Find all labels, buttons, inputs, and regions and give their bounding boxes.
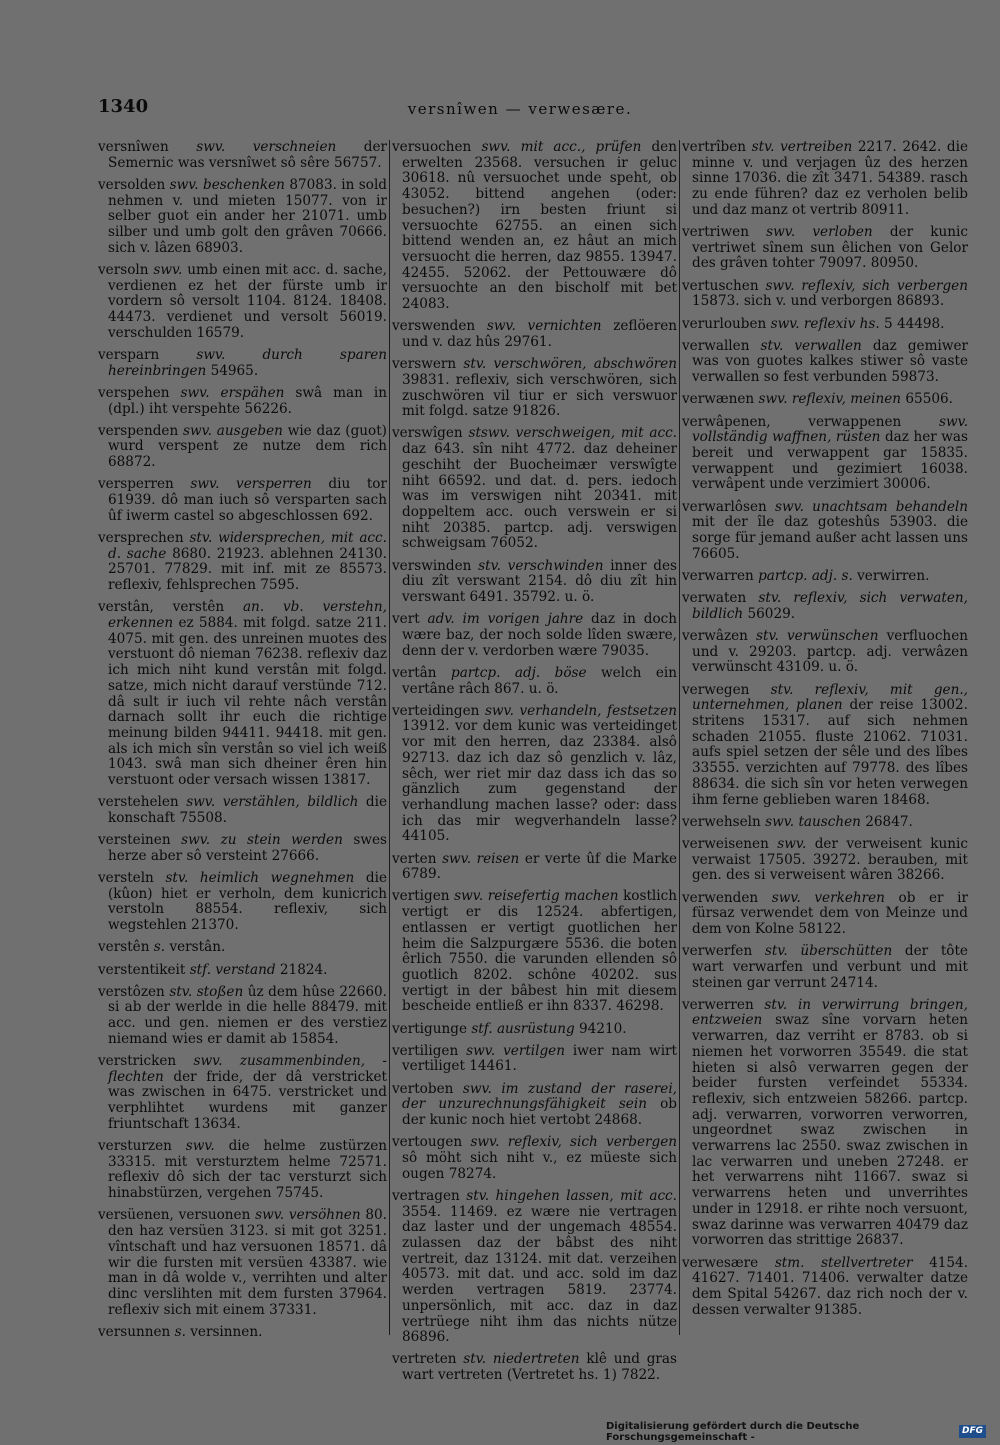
entry-gloss: stv. verschwören, abschwören — [463, 356, 677, 373]
entry-gloss: stv. vertreiben — [751, 139, 853, 155]
entry-text: ez 5884. mit folgd. satze 211. 4075. mit gen. des unreinen muotes des verstuont dô nieman 76238. reflexiv daz ich mich niht kund verstân mit folgd. satze, mich nicht darauf verstünde 712. dâ sult ir iuch vil rehte nâch verstân darnach sollt ihr euch die richtige meinung bilden 94411. 94418. mit gen. als ich mich sîn verstân so viel ich weiß 1043. swâ man sich dheiner êren hin verstuont oder versach wissen 13817. — [108, 614, 388, 789]
dictionary-entry — [682, 1256, 968, 1319]
dictionary-entry — [98, 963, 387, 979]
headword: verswîgen — [392, 425, 463, 442]
headword: verteidingen — [392, 702, 480, 719]
entry-gloss: stv. stoßen — [169, 983, 244, 1000]
entry-text: 87083. in sold nehmen v. und mieten 15077. von ir selber guot ein ander her 21071. umb silber und umb golt den grâven 70666. sich v. lâzen 68903. — [108, 176, 387, 256]
entry-text: verfluochen und v. 29203. partcp. adj. verwâzen verwünscht 43109. u. ö. — [692, 627, 968, 676]
dictionary-entry — [682, 815, 968, 831]
entry-gloss: swv. reflexiv, sich verbergen — [470, 1134, 677, 1151]
entry-text: inner des diu zît verswant 2154. dô diu zît hin verswant 6491. 35792. u. ö. — [402, 557, 677, 605]
headword: verwallen — [682, 337, 750, 354]
headword: vertreten — [392, 1351, 457, 1368]
dictionary-entry — [392, 889, 677, 1015]
column-3 — [682, 140, 968, 1335]
dictionary-entry — [98, 178, 387, 257]
entry-gloss: swv. verstählen, bildlich — [186, 794, 359, 811]
dictionary-entry — [392, 357, 677, 420]
headword: verwâzen — [682, 627, 748, 644]
entry-gloss: swv. ausgeben — [183, 422, 283, 439]
running-head — [0, 100, 1000, 118]
dictionary-entry — [392, 704, 677, 845]
entry-text: 3554. 11469. ez wære nie vertragen daz laster und der ungemach 48554. zulassen daz der bâbst des niht vertreit, daz 13124. mit dat. verzeihen 40573. mit dat. und acc. sold im daz werden vertragen 5819. 23774. unpersönlich, mit acc. daz in daz vertrüege niht ihm das nichts nütze 86896. — [402, 1203, 677, 1346]
entry-text: welch ein vertâne râch 867. u. ö. — [402, 664, 677, 697]
headword: vertriwen — [682, 224, 749, 241]
entry-text: ob der kunic noch hiet vertobt 24868. — [402, 1096, 677, 1129]
entry-gloss: swv. im zustand der raserei, der unzurechnungsfähigkeit sein — [402, 1080, 677, 1113]
entry-gloss: stv. in verwirrung bringen, entzweien — [692, 996, 969, 1029]
entry-gloss: swv. vertilgen — [466, 1042, 565, 1059]
entry-gloss: swv. reflexiv, meinen — [758, 391, 902, 408]
page-number: 1340 — [98, 96, 149, 117]
headword: versturzen — [98, 1138, 172, 1155]
headword: verwegen — [682, 681, 750, 698]
dictionary-entry — [682, 591, 968, 622]
entry-text: 8680. 21923. ablehnen 24130. 25701. 77829. mit inf. mit ze 85573. reflexiv, fehlsprechen 7595. — [108, 545, 387, 594]
headword: versperren — [98, 476, 174, 493]
footer-text: Digitalisierung gefördert durch die Deutsche Forschungsgemeinschaft - — [606, 1420, 860, 1443]
headword: verwarlôsen — [682, 498, 767, 515]
entry-gloss: adv. im vorigen jahre — [427, 611, 584, 628]
entry-gloss: stm. stellvertreter — [774, 1254, 913, 1271]
entry-gloss: stf. verstand — [189, 961, 276, 978]
entry-text: der Semernic was versnîwet sô sêre 56757. — [108, 139, 388, 171]
dictionary-entry — [682, 837, 968, 884]
headword: verstricken — [98, 1053, 177, 1070]
dictionary-entry — [392, 1352, 677, 1383]
dictionary-entry — [682, 415, 968, 494]
running-head-text: versnîwen — verwesære. — [407, 100, 633, 118]
headword: vertigen — [392, 888, 450, 905]
dictionary-entry — [392, 1082, 677, 1129]
entry-gloss: swv. verkehren — [771, 889, 885, 906]
dictionary-entry — [392, 666, 677, 697]
entry-text: der kunic vertriwet sînem sun êlichen von Gelor des grâven tohter 79097. 80950. — [692, 224, 968, 272]
dictionary-entry — [98, 871, 387, 934]
dictionary-entry — [682, 140, 968, 219]
headword: verwâpenen, verwappenen — [682, 413, 902, 430]
entry-text: versinnen. — [190, 1323, 263, 1340]
headword: vertragen — [392, 1187, 460, 1204]
entry-gloss: swv. beschenken — [169, 176, 285, 193]
entry-gloss: swv. reflexiv hs. — [770, 315, 880, 332]
entry-text: 56029. — [747, 605, 796, 622]
entry-text: 4154. 41627. 71401. 71406. verwalter datze dem Spital 54267. daz rich noch der v. dessen verwalter 91385. — [692, 1254, 969, 1318]
column-2 — [392, 139, 678, 1384]
headword: vertân — [392, 664, 437, 681]
dictionary-entry — [392, 426, 677, 552]
dictionary-entry — [98, 477, 387, 524]
entry-gloss: swv. verschneien — [196, 139, 337, 155]
dictionary-entry — [98, 263, 387, 342]
dictionary-entry — [392, 1135, 677, 1182]
footer — [606, 1420, 986, 1443]
headword: versnîwen — [98, 139, 169, 155]
dictionary-entry — [98, 1139, 387, 1202]
column-rule-2 — [679, 140, 680, 1335]
dictionary-entry — [392, 1044, 677, 1075]
entry-gloss: swv. zusammenbinden, -flechten — [108, 1053, 387, 1085]
dictionary-entry — [682, 891, 968, 938]
dictionary-entry — [98, 386, 387, 417]
headword: verspehen — [98, 384, 170, 401]
headword: verwaten — [682, 590, 747, 607]
entry-gloss: stf. ausrüstung — [471, 1020, 575, 1037]
entry-text: swes herze aber sô versteint 27666. — [108, 832, 387, 864]
entry-text: daz her was bereit und verwappent gar 15835. verwappent und gezimiert 16038. verwâpent unde verzimiert 30006. — [692, 429, 968, 493]
entry-text: 2217. 2642. die minne v. und verjagen ûz des herzen sinne 17036. die zît 3471. 54389. rasch zu ende führen? daz ez verholen belib und daz manz ot vertrib 80911. — [692, 139, 968, 218]
entry-text: 94210. — [579, 1020, 627, 1037]
entry-text: die konschaft 75508. — [108, 794, 388, 826]
entry-text: 65506. — [905, 391, 953, 408]
dictionary-entry — [98, 600, 387, 788]
entry-gloss: swv. mit acc., prüfen — [481, 139, 642, 155]
headword: vertrîben — [682, 139, 747, 155]
dictionary-entry — [392, 1022, 677, 1038]
dictionary-entry — [98, 531, 387, 594]
entry-text: wie daz (guot) wurd verspent ze nutze dem rich 68872. — [108, 422, 387, 471]
entry-text: der reise 13002. stritens 15317. auf sich nehmen schaden 21055. fluste 21062. 71031. aufs spiel setzen der sêle und des lîbes 33555. verzichten auf 79778. des lîbes 88634. die sich sîn vor heten verwegen ihm ferne geblieben waren 18468. — [692, 697, 968, 808]
headword: verwerfen — [682, 943, 753, 960]
headword: verwenden — [682, 889, 759, 906]
entry-text: mit der île daz goteshûs 53903. die sorge für jemand außer acht lassen uns 76605. — [692, 514, 968, 562]
entry-text: der tôte wart verwarfen und verbunt und mit steinen gar verrunt 24714. — [692, 943, 968, 991]
dictionary-entry — [682, 944, 968, 991]
entry-gloss: swv. verhandeln, festsetzen — [484, 702, 677, 719]
entry-text: daz in doch wære baz, der noch solde lîden swære, denn der v. verdorben wære 79035. — [402, 611, 678, 659]
headword: verstôzen — [98, 983, 165, 1000]
headword: versoln — [98, 261, 149, 278]
entry-text: diu tor 61939. dô man iuch sô versparten sach ûf iwerm castel so abgeschlossen 692. — [108, 476, 387, 524]
column-rule-1 — [389, 140, 390, 1335]
headword: verswern — [392, 356, 457, 373]
entry-gloss: swv. durch sparen hereinbringen — [108, 346, 387, 379]
dictionary-entry — [392, 140, 677, 313]
headword: versparn — [98, 346, 160, 363]
headword: versuochen — [392, 139, 472, 155]
headword: verstên — [98, 939, 150, 956]
entry-gloss: swv. versperren — [190, 476, 312, 493]
entry-gloss: partcp. adj. s. — [758, 567, 853, 584]
entry-text: den erwelten 23568. versuchen ir geluc 30618. nû versuochet unde speht, ob 43052. bittend angehen (oder: besuchen?) irn besten friunt si versuochte 62755. an einen sich bittend wenden an, ez hâut an mich versuocht die herren, daz 9855. 13947. 42455. 52062. der Pettouwære dô versuochte an den bischolf mit bet 24083. — [402, 139, 677, 313]
entry-text: ob er ir fürsaz verwendet dem von Meinze und dem von Kolne 58122. — [692, 889, 968, 937]
headword: vertoben — [392, 1080, 454, 1097]
dictionary-entry — [98, 940, 387, 956]
entry-gloss: stv. heimlich wegnehmen — [165, 870, 355, 887]
entry-gloss: swv. vernichten — [486, 318, 602, 335]
entry-gloss: swv. reisen — [442, 850, 520, 867]
entry-text: daz gemiwer was von guotes kalkes stiwer sô vaste verwallen so fest verbunden 59873. — [692, 337, 968, 386]
dictionary-entry — [682, 339, 968, 386]
dictionary-entry — [682, 317, 968, 333]
entry-text: klê und gras wart vertreten (Vertretet hs. 1) 7822. — [402, 1351, 677, 1384]
dictionary-entry — [392, 852, 677, 883]
dictionary-entry — [98, 985, 387, 1048]
dictionary-entry — [392, 1189, 677, 1346]
entry-text: umb einen mit acc. d. sache, verdienen ez het der fürste umb ir vordern sô versolt 1104. 8124. 18408. 44473. verdienet und versolt 56019. verschulden 16579. — [108, 261, 387, 341]
entry-text: 39831. reflexiv, sich verschwören, sich zuschwören vil tiur er sich verswuor mit folgd. satze 91826. — [402, 371, 677, 420]
dictionary-entry — [98, 795, 387, 826]
dictionary-entry — [98, 1208, 387, 1318]
entry-gloss: swv. unachtsam behandeln — [774, 498, 968, 515]
entry-text: swaz sîne vorvarn heten verwarren, daz verriht er 8783. ob si niemen het vorworren 35549. die stat hieten si alsô verwarren gegen der beider fursten verfeindet 55334. reflexiv, sich entzweien 58266. partcp. adj. verwarren, vorworren verworren, ungeordnet swaz zwischen in verwarrens lac 2550. swaz zwischen in lac verwarren und uneben 27248. er het verwarrens niht 11667. swaz si verwarrens heten und unverrihtes under in 12918. er rihte noch versuont, swaz darinne was verwarren 40479 daz vorworren das strittige 26837. — [692, 1012, 968, 1249]
dictionary-entry — [682, 500, 968, 563]
entry-gloss: swv. vollständig waffnen, rüsten — [692, 413, 969, 446]
entry-gloss: stv. verwünschen — [756, 627, 879, 644]
dictionary-entry — [682, 998, 968, 1249]
dictionary-entry — [392, 559, 677, 606]
headword: verwænen — [682, 391, 755, 408]
entry-text: 5 44498. — [883, 315, 945, 332]
dictionary-entry — [682, 279, 968, 310]
headword: vertuschen — [682, 277, 759, 294]
entry-gloss: swv. reflexiv, sich verbergen — [765, 277, 968, 294]
entry-text: iwer nam wirt vertiliget 14461. — [402, 1042, 677, 1075]
headword: verwarren — [682, 567, 754, 584]
entry-text: verstân. — [169, 939, 226, 956]
headword: verwerren — [682, 996, 754, 1013]
dictionary-entry — [98, 833, 387, 864]
headword: verwehseln — [682, 813, 761, 830]
entry-gloss: swv. tauschen — [765, 813, 861, 830]
entry-text: er verte ûf die Marke 6789. — [402, 850, 677, 883]
entry-gloss: stv. niedertreten — [463, 1351, 580, 1368]
entry-gloss: s. — [174, 1323, 186, 1340]
entry-text: verwirren. — [857, 567, 930, 584]
dictionary-entry — [682, 569, 968, 585]
entry-gloss: swv. — [777, 835, 807, 852]
entry-gloss: stv. reflexiv, mit gen., unternehmen, planen — [692, 681, 968, 714]
entry-text: 54965. — [210, 362, 259, 379]
entry-gloss: s. — [153, 939, 166, 956]
entry-gloss: stswv. verschweigen, mit acc. — [468, 425, 677, 442]
headword: vert — [392, 611, 420, 628]
dictionary-entry — [98, 424, 387, 471]
entry-gloss: swv. — [153, 261, 183, 278]
dictionary-entry — [682, 225, 968, 272]
headword: verspenden — [98, 422, 179, 439]
dictionary-entry — [392, 319, 677, 350]
column-1 — [98, 139, 388, 1340]
headword: verswenden — [392, 318, 476, 335]
entry-gloss: partcp. adj. böse — [451, 664, 587, 681]
entry-gloss: stv. reflexiv, sich verwaten, bildlich — [692, 590, 968, 622]
headword: verstentikeit — [98, 961, 186, 978]
entry-gloss: stv. verwallen — [760, 337, 862, 354]
entry-gloss: stv. widersprechen, mit acc. d. sache — [108, 529, 387, 562]
entry-gloss: stv. verschwinden — [478, 557, 604, 574]
entry-text: 15873. sich v. und verborgen 86893. — [692, 293, 945, 310]
dictionary-entry — [682, 683, 968, 809]
dictionary-entry — [98, 1054, 387, 1133]
entry-gloss: swv. versöhnen — [255, 1207, 361, 1224]
entry-text: die (kûon) hiet er verholn, dem kunicrich verstoln 88554. reflexiv, sich wegstehlen 21370. — [108, 870, 388, 934]
headword: verten — [392, 850, 437, 867]
headword: verswinden — [392, 557, 472, 574]
entry-gloss: stv. überschütten — [764, 943, 893, 960]
headword: vertougen — [392, 1134, 463, 1151]
headword: verurlouben — [682, 315, 767, 332]
dfg-logo[interactable]: DFG — [959, 1425, 986, 1438]
entry-text: daz 643. sîn niht 4772. daz deheiner geschiht der Buocheimær verswîgte niht 66592. und dat. d. pers. iedoch was im verswigen niht 20341. mit doppeltem acc. ouch verswein er si niht 20385. partcp. adj. verswigen schweigsam 76052. — [402, 441, 677, 552]
entry-gloss: swv. zu stein werden — [181, 832, 343, 849]
headword: verweisenen — [682, 835, 769, 852]
entry-text: der verweisent kunic verwaist 17505. 39272. berauben, mit gen. des si verweisent wâren 38266. — [692, 835, 968, 884]
headword: vertigunge — [392, 1020, 467, 1037]
headword: versolden — [98, 176, 166, 193]
entry-text: zeflöeren und v. daz hûs 29761. — [402, 318, 678, 350]
dictionary-entry — [98, 140, 387, 171]
headword: versprechen — [98, 529, 184, 546]
entry-gloss: swv. reisefertig machen — [454, 888, 619, 905]
entry-text: sô möht sich niht v., ez müeste sich ougen 78274. — [402, 1149, 677, 1182]
dictionary-entry — [682, 392, 968, 408]
entry-gloss: swv. — [185, 1138, 215, 1155]
dictionary-entry — [682, 629, 968, 676]
headword: versteln — [98, 870, 154, 887]
entry-text: 13912. vor dem kunic was verteidinget vor mit den herren, daz 23384. alsô 92713. daz ich daz sô genzlich v. lâz, sêch, wer riet mir daz dass ich das so gänzlich zum gegenstand der verhandlung machen lasse? oder: dass ich das mir wegverhandeln lasse? 44105. — [402, 718, 677, 845]
entry-text: 21824. — [279, 961, 328, 978]
entry-text: kostlich vertigt er dis 12524. abfertigen, entlassen er vertigt guotlichen her heim die Salzpurgære 5536. die boten êrlich 7550. die varunden ellenden sô guotlich 8202. schône 40202. sus vertigt in der bâbest hin mit diesem bescheide entließ er ihn 8337. 46298. — [402, 888, 677, 1015]
headword: versteinen — [98, 832, 171, 849]
entry-gloss: an. vb. verstehn, erkennen — [108, 599, 388, 631]
entry-text: ûz dem hûse 22660. si ab der werlde in die helle 88479. mit acc. und gen. niemen er des verstiez niemand wies er damit ab 15854. — [108, 983, 387, 1047]
entry-gloss: swv. erspähen — [180, 384, 285, 401]
entry-gloss: swv. verloben — [766, 224, 873, 241]
headword: verstân, verstên — [98, 599, 225, 616]
entry-gloss: stv. hingehen lassen, mit acc. — [466, 1187, 677, 1204]
headword: verwesære — [682, 1254, 759, 1271]
entry-text: die helme zustürzen 33315. mit versturztem helme 72571. reflexiv dô sich der tac versturzt sich hinabstürzen, vergehen 75745. — [108, 1138, 387, 1202]
entry-text: swâ man in (dpl.) iht verspehte 56226. — [108, 384, 388, 417]
entry-text: 26847. — [865, 813, 913, 830]
headword: verstehelen — [98, 794, 179, 811]
headword: versunnen — [98, 1323, 171, 1340]
entry-text: 80. den haz versüen 3123. si mit got 3251. vîntschaft und haz versuonen 18571. dâ wir die fursten mit versüen 43387. wie man in dâ wolde v., verrihten und alter dinc verslihten mit dem fursten 37964. reflexiv sich mit einem 37331. — [108, 1207, 387, 1318]
entry-text: der fride, der dâ verstricket was zwischen in 6475. verstricket und verphlihtet wurdens mit ganzer friuntschaft 13634. — [108, 1068, 388, 1132]
headword: versüenen, versuonen — [98, 1207, 251, 1224]
dictionary-entry — [98, 348, 387, 379]
dictionary-entry — [392, 612, 677, 659]
headword: vertiligen — [392, 1042, 459, 1059]
dictionary-entry — [98, 1325, 387, 1341]
